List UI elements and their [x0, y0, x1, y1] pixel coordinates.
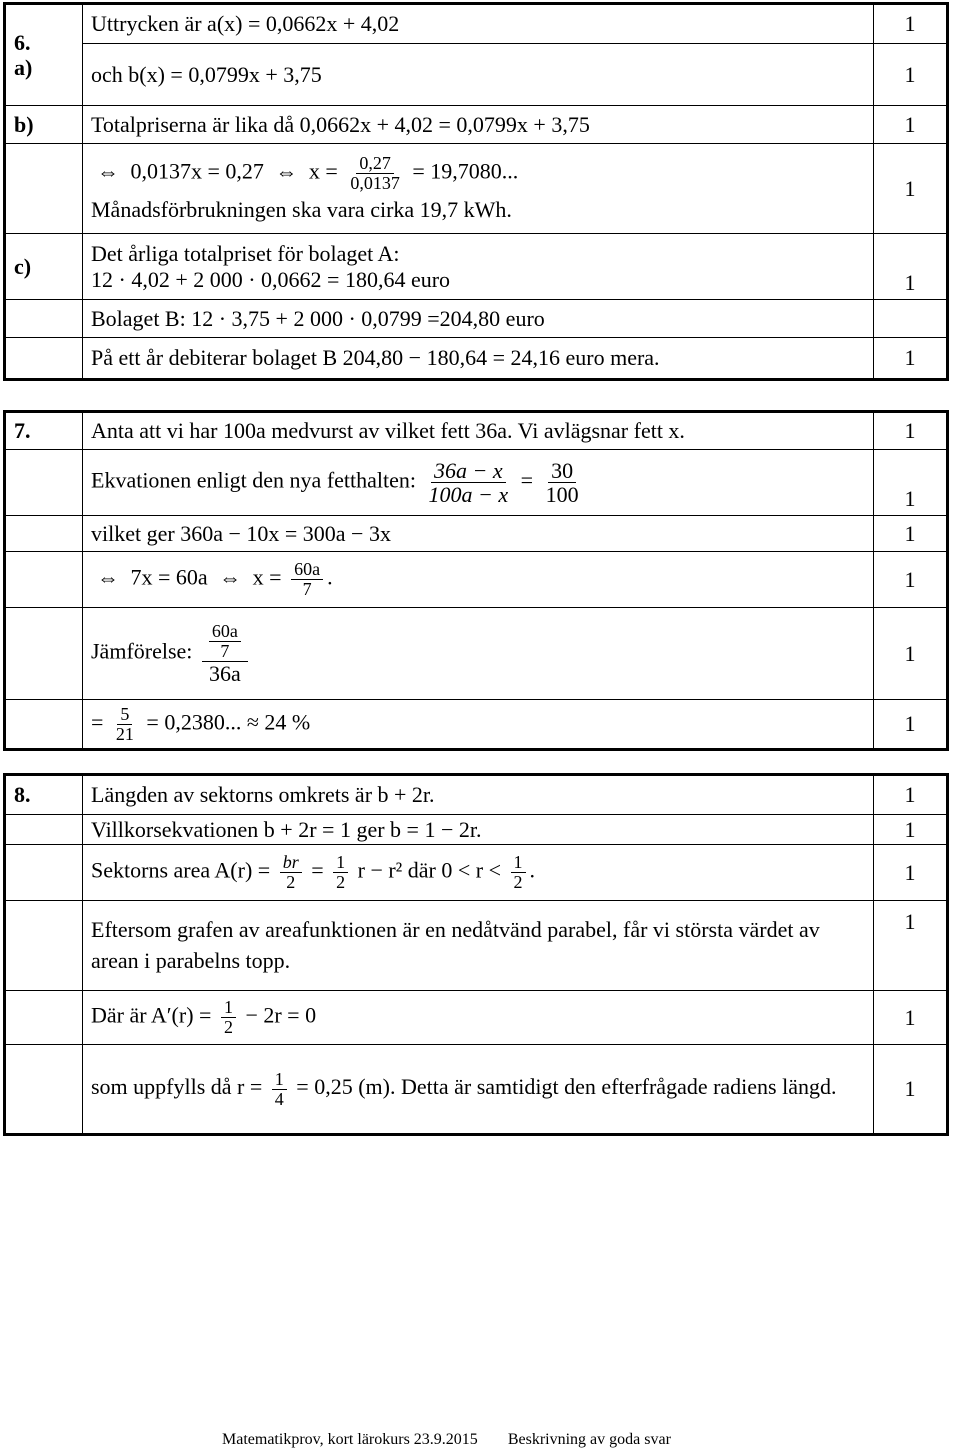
empty-cell — [5, 144, 83, 234]
task-8-line-5 — [83, 991, 874, 1045]
denominator: 4 — [274, 1088, 284, 1109]
points: 1 — [874, 845, 948, 901]
task-8-line-4: Eftersom grafen av areafunktionen är en nedåtvänd parabel, får vi största värdet av arean i parabelns topp. — [83, 901, 874, 991]
iff-icon: ⇔ — [97, 564, 119, 590]
points: 1 — [874, 516, 948, 552]
denominator: 21 — [115, 723, 134, 744]
task-6-table — [3, 2, 949, 381]
empty-cell — [5, 450, 83, 516]
points: 1 — [874, 338, 948, 380]
empty-cell — [5, 991, 83, 1045]
task-6-label: 6. a) — [5, 4, 83, 106]
derivative-expression: − 2r = 0 — [245, 1002, 317, 1028]
empty-cell — [5, 608, 83, 700]
points: 1 — [874, 44, 948, 106]
task-6b-equation — [91, 154, 865, 193]
task-8-line-2: Villkorsekvationen b + 2r = 1 ger b = 1 − 2r. — [83, 815, 874, 845]
task-6c-cell — [83, 234, 874, 300]
task-6c-line-2: 12 · 4,02 + 2 000 · 0,0662 = 180,64 euro — [91, 266, 451, 292]
task-8-line-6 — [83, 1045, 874, 1135]
comparison-label: Jämförelse: — [91, 638, 193, 664]
task-7-table — [3, 410, 949, 751]
empty-cell — [5, 901, 83, 991]
empty-cell — [5, 1045, 83, 1135]
numerator: 1 — [221, 998, 236, 1018]
numerator: 36a − x — [431, 459, 506, 483]
task-8-label: 8. — [5, 775, 83, 815]
fraction — [209, 622, 241, 661]
task-6c-line-1: Det årliga totalpriset för bolaget A: — [91, 241, 400, 267]
equation-left: 7x = 60a — [130, 564, 208, 590]
empty-cell — [5, 338, 83, 380]
footer-subtitle: Beskrivning av goda svar — [507, 1431, 671, 1448]
empty-cell — [874, 300, 948, 338]
numerator: 1 — [511, 853, 526, 873]
numerator: 0,27 — [356, 154, 394, 174]
task-6c-label: c) — [5, 234, 83, 300]
fraction — [272, 1070, 287, 1109]
numerator: br — [280, 853, 302, 873]
fraction — [221, 998, 236, 1037]
task-7-line-3: vilket ger 360a − 10x = 300a − 3x — [83, 516, 874, 552]
points: 1 — [874, 552, 948, 608]
denominator: 2 — [336, 872, 346, 892]
task-7-comparison — [83, 608, 874, 700]
task-7-line-1: Anta att vi har 100a medvurst av vilket fett 36a. Vi avlägsnar fett x. — [83, 412, 874, 450]
empty-cell — [5, 815, 83, 845]
page-footer — [222, 1431, 697, 1449]
points: 1 — [874, 450, 948, 516]
task-6b-conclusion: Månadsförbrukningen ska vara cirka 19,7 kWh. — [91, 197, 512, 223]
task-7-result: = $\frac{5}{21}$ = 0,2380... ≈ 24 % — [83, 700, 874, 750]
task-6b-label: b) — [5, 106, 83, 144]
task-6a-line: Uttrycken är a(x) = 0,0662x + 4,02 — [83, 4, 874, 44]
points: 1 — [874, 1045, 948, 1135]
iff-icon: ⇔ — [219, 564, 242, 590]
footer-title: Matematikprov, kort lärokurs 23.9.2015 — [222, 1431, 478, 1448]
points: 1 — [874, 144, 948, 234]
points: 1 — [874, 106, 948, 144]
fraction — [291, 560, 323, 599]
denominator: 7 — [220, 640, 230, 661]
task-6c-line-3: Bolaget B: 12 · 3,75 + 2 000 · 0,0799 =204,80 euro — [83, 300, 874, 338]
points: 1 — [874, 4, 948, 44]
fraction — [426, 459, 512, 506]
fraction — [511, 853, 526, 892]
points: 1 — [874, 815, 948, 845]
points: 1 — [874, 412, 948, 450]
compound-fraction — [202, 622, 248, 685]
equation-left: 0,0137x = 0,27 — [130, 158, 264, 184]
numerator: 1 — [272, 1070, 287, 1090]
denominator: 100a − x — [428, 482, 509, 507]
points: 1 — [874, 700, 948, 750]
iff-icon: ⇔ — [275, 158, 298, 184]
points: 1 — [874, 901, 948, 991]
equation-x: x = — [308, 158, 338, 184]
area-expression: r − r² där 0 < r < — [357, 857, 502, 883]
task-6b-line: Totalpriserna är lika då 0,0662x + 4,02 = 0,0799x + 3,75 — [83, 106, 874, 144]
denominator: 7 — [302, 579, 312, 599]
equation-x: x = — [252, 564, 282, 590]
empty-cell — [5, 300, 83, 338]
period: . — [529, 857, 536, 883]
points: 1 — [874, 234, 948, 300]
numerator: 60a — [209, 622, 241, 642]
numerator — [202, 622, 248, 662]
task-6c-line-4: På ett år debiterar bolaget B 204,80 − 180,64 = 24,16 euro mera. — [83, 338, 874, 380]
fraction — [347, 154, 403, 193]
denominator: 2 — [223, 1017, 233, 1037]
points: 1 — [874, 991, 948, 1045]
derivative-label: Där är A′(r) = — [91, 1002, 212, 1028]
numerator: 60a — [291, 560, 323, 580]
points: 1 — [874, 775, 948, 815]
task-8-table — [3, 773, 949, 1136]
numerator: 1 — [333, 853, 348, 873]
empty-cell — [5, 552, 83, 608]
empty-cell — [5, 516, 83, 552]
iff-icon: ⇔ — [97, 158, 119, 184]
fraction — [543, 459, 582, 506]
task-6a-line-2: och b(x) = 0,0799x + 3,75 — [83, 44, 874, 106]
result-value: = 0,2380... ≈ 24 % — [146, 709, 311, 735]
task-7-line-4: ⇔ 7x = 60a ⇔ x = $\frac{60a}{7}$ . — [83, 552, 874, 608]
numerator: 5 — [117, 705, 132, 725]
task-8-line-3: Sektorns area A(r) = $\frac{br}{2}$ = $\frac{1}{2}$ r − r² där 0 < r < $\frac{1}{2}$ . — [83, 845, 874, 901]
task-8-line-1: Längden av sektorns omkrets är b + 2r. — [83, 775, 874, 815]
denominator: 2 — [286, 872, 296, 892]
denominator: 0,0137 — [350, 173, 400, 194]
equation-label: Ekvationen enligt den nya fetthalten: — [91, 467, 417, 493]
points: 1 — [874, 608, 948, 700]
solution-text: = 0,25 (m). Detta är samtidigt den efterfrågade radiens längd. — [296, 1074, 837, 1100]
solution-label: som uppfylls då r = — [91, 1074, 263, 1100]
task-7-label: 7. — [5, 412, 83, 450]
denominator: 2 — [513, 872, 523, 892]
fraction — [333, 853, 348, 892]
equals-sign: = — [520, 467, 534, 493]
denominator: 100 — [545, 482, 579, 507]
area-label: Sektorns area A(r) = — [91, 857, 271, 883]
empty-cell — [5, 700, 83, 750]
denominator: 36a — [209, 660, 241, 686]
equation-result: = 19,7080... — [412, 158, 519, 184]
fraction — [280, 853, 302, 892]
empty-cell — [5, 845, 83, 901]
task-7-equation — [83, 450, 874, 516]
task-6b-solution — [83, 144, 874, 234]
numerator: 30 — [548, 459, 576, 483]
fraction — [113, 705, 137, 744]
